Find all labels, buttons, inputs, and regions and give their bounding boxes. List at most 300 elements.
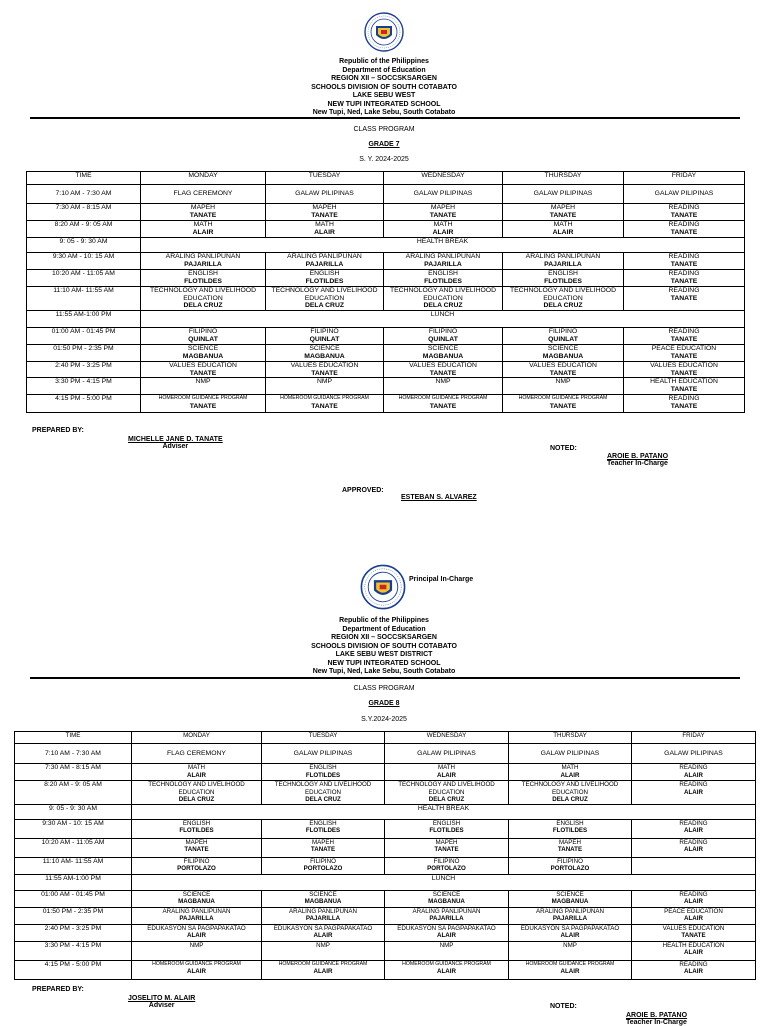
- subject-cell: GALAW PILIPINAS: [632, 744, 756, 764]
- column-header: FRIDAY: [632, 732, 756, 744]
- header-line: Department of Education: [342, 66, 426, 74]
- teacher-name: TANATE: [189, 211, 217, 219]
- teacher-name: ALAIR: [187, 932, 206, 940]
- lunch-cell: LUNCH: [132, 874, 756, 890]
- grade-title: GRADE 8: [368, 700, 400, 707]
- adviser-name: JOSELITO M. ALAIR: [128, 995, 196, 1002]
- teacher-name: MAGBANUA: [304, 898, 342, 906]
- subject-name: PEACE EDUCATION: [651, 345, 717, 352]
- teacher-name: FLOTILDES: [305, 771, 341, 779]
- time-cell: 11:10 AM- 11:55 AM: [15, 857, 132, 874]
- teacher-name: PAJARILLA: [552, 915, 588, 923]
- subject-cell: GALAW PILIPINAS: [509, 744, 632, 764]
- break-cell: HEALTH BREAK: [132, 804, 756, 819]
- subject-cell: [503, 362, 624, 378]
- noted-label: NOTED:: [550, 445, 577, 452]
- noted-title: Teacher In-Charge: [607, 460, 668, 467]
- subject-name: VALUES EDUCATION: [169, 362, 237, 369]
- subject-name: ARALING PANLIPUNAN: [525, 253, 601, 260]
- teacher-name: TANATE: [670, 352, 698, 360]
- prepared-by-label: PREPARED BY:: [32, 427, 84, 434]
- column-header: TIME: [27, 172, 141, 185]
- subject-cell: [141, 287, 266, 311]
- time-cell: 10:20 AM - 11:05 AM: [27, 270, 141, 287]
- teacher-name: TANATE: [670, 277, 698, 285]
- teacher-name: MAGBANUA: [542, 352, 584, 360]
- subject-name: TECHNOLOGY AND LIVELIHOOD EDUCATION: [398, 781, 495, 796]
- subject-cell: [385, 764, 509, 781]
- teacher-name: ALAIR: [560, 771, 580, 779]
- header-line: LAKE SEBU WEST: [352, 92, 416, 99]
- subject-name: READING: [668, 253, 700, 260]
- subject-name: ARALING PANLIPUNAN: [289, 907, 357, 915]
- subject-name: READING: [668, 221, 700, 228]
- subject-cell: [384, 221, 503, 238]
- header-line: Republic of the Philippines: [339, 58, 429, 65]
- table-row: [27, 185, 745, 204]
- teacher-name: ALAIR: [313, 968, 333, 976]
- subject-cell: [141, 378, 266, 395]
- subject-name: MAPEH: [312, 204, 337, 211]
- subject-name: ENGLISH: [309, 270, 340, 277]
- subject-name: MATH: [561, 764, 579, 771]
- header-line: REGION XII – SOCCSKSARGEN: [331, 75, 437, 82]
- teacher-name: DELA CRUZ: [178, 796, 215, 804]
- subject-cell: [384, 253, 503, 270]
- approved-title: Principal In-Charge: [409, 576, 474, 583]
- table-row: [27, 395, 745, 413]
- subject-cell: [503, 345, 624, 362]
- teacher-name: TANATE: [189, 369, 217, 377]
- subject-name: HOMEROOM GUIDANCE PROGRAM: [278, 960, 368, 967]
- column-header: TIME: [15, 732, 132, 744]
- teacher-name: ALAIR: [684, 968, 703, 976]
- subject-name: FILIPINO: [310, 328, 339, 335]
- header-line: SCHOOLS DIVISION OF SOUTH COTABATO: [311, 642, 457, 650]
- subject-cell: [262, 960, 385, 979]
- subject-name: ARALING PANLIPUNAN: [162, 907, 231, 915]
- adviser-signature: [128, 436, 223, 450]
- subject-name: HEALTH EDUCATION: [650, 378, 718, 386]
- teacher-name: ALAIR: [684, 771, 703, 779]
- subject-name: READING: [668, 328, 700, 335]
- adviser-signature: [128, 995, 195, 1009]
- subject-cell: [503, 204, 624, 221]
- subject-name: READING: [679, 764, 708, 771]
- teacher-name: FLOTILDES: [305, 277, 344, 285]
- subject-cell: [262, 838, 385, 857]
- teacher-name: ALAIR: [314, 228, 335, 236]
- subject-name: HEALTH EDUCATION: [662, 941, 725, 949]
- subject-cell: GALAW PILIPINAS: [384, 185, 503, 204]
- header-line: NEW TUPI INTEGRATED SCHOOL: [327, 659, 441, 667]
- time-cell: 3:30 PM - 4:15 PM: [15, 941, 132, 960]
- teacher-name: ALAIR: [187, 771, 206, 779]
- subject-cell: [384, 378, 503, 395]
- subject-cell: [266, 328, 384, 345]
- teacher-name: ALAIR: [437, 968, 456, 976]
- subject-cell: [384, 345, 503, 362]
- time-cell: 4:15 PM - 5:00 PM: [15, 960, 132, 979]
- subject-name: MATH: [193, 221, 213, 228]
- subject-cell: [132, 907, 262, 924]
- subject-name: TECHNOLOGY AND LIVELIHOOD EDUCATION: [509, 287, 616, 302]
- teacher-name: MAGBANUA: [304, 352, 345, 360]
- subject-cell: [266, 287, 384, 311]
- teacher-name: ALAIR: [560, 968, 580, 976]
- teacher-name: PAJARILLA: [424, 260, 462, 268]
- subject-cell: [262, 857, 385, 874]
- header-line: REGION XII – SOCCSKSARGEN: [331, 634, 437, 641]
- subject-cell: [509, 924, 632, 941]
- teacher-name: ALAIR: [313, 932, 333, 940]
- subject-cell: [266, 253, 384, 270]
- subject-name: TECHNOLOGY AND LIVELIHOOD EDUCATION: [274, 781, 372, 796]
- subject-name: EDUKASYON SA PAGPAPAKATAO: [520, 924, 620, 932]
- school-year: S. Y. 2024-2025: [359, 156, 409, 163]
- subject-cell: [624, 378, 745, 395]
- subject-name: MAPEH: [185, 838, 208, 846]
- time-cell: 9:30 AM - 10: 15 AM: [27, 253, 141, 270]
- subject-cell: [141, 253, 266, 270]
- time-cell: 11:10 AM- 11:55 AM: [27, 287, 141, 311]
- teacher-name: FLOTILDES: [305, 827, 341, 835]
- teacher-name: DELA CRUZ: [304, 302, 344, 310]
- time-cell: 01:50 PM - 2:35 PM: [27, 345, 141, 362]
- subject-cell: [632, 838, 756, 857]
- subject-name: VALUES EDUCATION: [529, 362, 597, 369]
- teacher-name: FLOTILDES: [184, 277, 222, 285]
- noted-title: Teacher In-Charge: [626, 1019, 687, 1026]
- subject-name: NMP: [195, 378, 211, 386]
- subject-name: HOMEROOM GUIDANCE PROGRAM: [525, 960, 615, 967]
- subject-cell: [624, 287, 745, 311]
- subject-cell: GALAW PILIPINAS: [385, 744, 509, 764]
- subject-name: VALUES EDUCATION: [409, 362, 477, 369]
- subject-cell: [262, 781, 385, 805]
- noted-name: AROIE B. PATANO: [626, 1012, 688, 1019]
- subject-cell: GALAW PILIPINAS: [262, 744, 385, 764]
- subject-cell: [384, 328, 503, 345]
- deped-seal-icon: [364, 10, 404, 54]
- subject-cell: [262, 941, 385, 960]
- subject-name: MAPEH: [190, 204, 216, 211]
- subject-name: ENGLISH: [428, 270, 458, 277]
- teacher-name: TANATE: [310, 846, 336, 854]
- teacher-name: FLOTILDES: [552, 827, 588, 835]
- subject-name: HOMEROOM GUIDANCE PROGRAM: [158, 395, 248, 402]
- subject-name: NMP: [439, 941, 454, 949]
- subject-cell: [624, 253, 745, 270]
- subject-name: TECHNOLOGY AND LIVELIHOOD EDUCATION: [149, 287, 256, 302]
- subject-name: ARALING PANLIPUNAN: [405, 253, 481, 260]
- letterhead-grade7: [0, 58, 768, 118]
- table-row: [27, 362, 745, 378]
- teacher-name: ALAIR: [437, 771, 456, 779]
- subject-cell: [624, 204, 745, 221]
- noted-name: AROIE B. PATANO: [607, 453, 669, 460]
- subject-cell: FLAG CEREMONY: [132, 744, 262, 764]
- subject-name: HOMEROOM GUIDANCE PROGRAM: [152, 960, 241, 967]
- subject-cell: [632, 781, 756, 805]
- subject-cell: [132, 924, 262, 941]
- subject-cell: [262, 924, 385, 941]
- subject-cell: [385, 890, 509, 907]
- subject-cell: [503, 378, 624, 395]
- teacher-name: TANATE: [311, 369, 338, 377]
- subject-name: READING: [679, 819, 708, 827]
- subject-cell: GALAW PILIPINAS: [266, 185, 384, 204]
- subject-name: ENGLISH: [309, 819, 337, 827]
- teacher-name: TANATE: [311, 402, 338, 410]
- time-cell: 4:15 PM - 5:00 PM: [27, 395, 141, 413]
- table-row: [27, 311, 745, 328]
- lunch-cell: LUNCH: [141, 311, 745, 328]
- subject-cell: [509, 941, 632, 960]
- subject-name: NMP: [316, 941, 330, 949]
- subject-cell: [509, 764, 632, 781]
- subject-name: SCIENCE: [427, 345, 459, 352]
- teacher-name: MAGBANUA: [422, 352, 464, 360]
- table-row: [27, 328, 745, 345]
- subject-name: FILIPINO: [183, 857, 210, 865]
- column-header: MONDAY: [141, 172, 266, 185]
- teacher-name: PAJARILLA: [544, 260, 582, 268]
- subject-cell: [632, 960, 756, 979]
- teacher-name: MAGBANUA: [428, 898, 465, 906]
- subject-name: READING: [679, 960, 708, 968]
- teacher-name: ALAIR: [192, 228, 214, 236]
- subject-name: MATH: [315, 221, 334, 228]
- table-row: [27, 270, 745, 287]
- subject-name: SCIENCE: [547, 345, 579, 352]
- subject-cell: [132, 890, 262, 907]
- subject-cell: [509, 907, 632, 924]
- teacher-name: PAJARILLA: [305, 915, 341, 923]
- approved-name: ESTEBAN S. ALVAREZ: [401, 494, 477, 501]
- teacher-name: MAGBANUA: [182, 352, 224, 360]
- teacher-name: DELA CRUZ: [543, 302, 583, 310]
- time-cell: 8:20 AM - 9: 05 AM: [27, 221, 141, 238]
- teacher-name: ALAIR: [187, 968, 206, 976]
- subject-name: HOMEROOM GUIDANCE PROGRAM: [280, 395, 369, 402]
- teacher-name: QUINLAT: [548, 335, 578, 343]
- subject-name: READING: [679, 838, 708, 846]
- subject-cell: [632, 857, 756, 874]
- teacher-name: TANATE: [189, 402, 217, 410]
- subject-name: NMP: [435, 378, 451, 386]
- subject-cell: [503, 221, 624, 238]
- subject-cell: [132, 960, 262, 979]
- subject-name: ENGLISH: [309, 764, 337, 771]
- teacher-name: TANATE: [670, 335, 698, 343]
- subject-name: ENGLISH: [182, 819, 211, 827]
- table-row: [15, 941, 756, 960]
- table-row: [27, 221, 745, 238]
- teacher-name: TANATE: [311, 211, 338, 219]
- teacher-name: PORTOLAZO: [550, 865, 590, 873]
- subject-cell: [509, 838, 632, 857]
- time-cell: 11:55 AM-1:00 PM: [15, 874, 132, 890]
- header-divider: [30, 677, 740, 679]
- subject-name: EDUKASYON SA PAGPAPAKATAO: [147, 924, 246, 932]
- teacher-name: MAGBANUA: [178, 898, 215, 906]
- subject-name: TECHNOLOGY AND LIVELIHOOD EDUCATION: [389, 287, 496, 302]
- header-line: Republic of the Philippines: [339, 617, 429, 624]
- table-row: [15, 744, 756, 764]
- subject-name: SCIENCE: [182, 890, 211, 898]
- subject-cell: [132, 819, 262, 838]
- time-cell: 7:10 AM - 7:30 AM: [15, 744, 132, 764]
- time-cell: 10:20 AM - 11:05 AM: [15, 838, 132, 857]
- subject-cell: [384, 204, 503, 221]
- schedule-table-grade8: [14, 731, 756, 980]
- subject-cell: [141, 362, 266, 378]
- break-cell: HEALTH BREAK: [141, 238, 745, 253]
- adviser-title: Adviser: [162, 443, 189, 450]
- table-header-row: [27, 172, 745, 185]
- subject-cell: [262, 907, 385, 924]
- subject-cell: [262, 819, 385, 838]
- subject-cell: [503, 253, 624, 270]
- subject-name: SCIENCE: [309, 890, 337, 898]
- teacher-name: TANATE: [681, 932, 706, 940]
- subject-name: HOMEROOM GUIDANCE PROGRAM: [518, 395, 608, 402]
- teacher-name: DELA CRUZ: [428, 796, 465, 804]
- subject-cell: [503, 287, 624, 311]
- subject-name: ENGLISH: [556, 819, 584, 827]
- column-header: WEDNESDAY: [385, 732, 509, 744]
- subject-cell: GALAW PILIPINAS: [624, 185, 745, 204]
- subject-name: MAPEH: [430, 204, 456, 211]
- subject-name: MATH: [433, 221, 453, 228]
- subject-name: NMP: [555, 378, 571, 386]
- teacher-name: TANATE: [549, 402, 577, 410]
- header-line: New Tupi, Ned, Lake Sebu, South Cotabato: [312, 668, 456, 675]
- letterhead-grade8: [0, 617, 768, 677]
- table-row: [15, 781, 756, 805]
- teacher-name: ALAIR: [684, 898, 703, 906]
- subject-cell: [141, 328, 266, 345]
- subject-name: FILIPINO: [433, 857, 460, 865]
- teacher-name: ALAIR: [684, 827, 703, 835]
- time-cell: 7:30 AM - 8:15 AM: [15, 764, 132, 781]
- subject-cell: [266, 345, 384, 362]
- teacher-name: TANATE: [670, 385, 698, 393]
- table-row: [15, 819, 756, 838]
- subject-name: READING: [668, 204, 700, 211]
- header-line: SCHOOLS DIVISION OF SOUTH COTABATO: [311, 83, 457, 91]
- teacher-name: ALAIR: [552, 228, 574, 236]
- subject-name: NMP: [316, 378, 333, 386]
- grade-title: GRADE 7: [368, 141, 400, 148]
- subject-cell: [624, 328, 745, 345]
- subject-cell: [624, 362, 745, 378]
- teacher-name: FLOTILDES: [429, 827, 464, 835]
- table-row: [27, 204, 745, 221]
- header-line: NEW TUPI INTEGRATED SCHOOL: [327, 100, 441, 108]
- noted-signature: [607, 453, 668, 467]
- subject-cell: [632, 907, 756, 924]
- subject-name: EDUKASYON SA PAGPAPAKATAO: [273, 924, 373, 932]
- adviser-title: Adviser: [148, 1002, 175, 1009]
- subject-cell: [385, 781, 509, 805]
- subject-name: READING: [679, 890, 708, 898]
- subject-name: NMP: [563, 941, 577, 949]
- teacher-name: DELA CRUZ: [552, 796, 588, 804]
- teacher-name: ALAIR: [560, 932, 580, 940]
- teacher-name: ALAIR: [684, 788, 703, 796]
- teacher-name: ALAIR: [437, 932, 456, 940]
- teacher-name: DELA CRUZ: [423, 302, 463, 310]
- adviser-name: MICHELLE JANE D. TANATE: [128, 436, 223, 443]
- subject-cell: [266, 221, 384, 238]
- subject-cell: [632, 890, 756, 907]
- subject-name: READING: [668, 395, 700, 403]
- subject-cell: [266, 378, 384, 395]
- subject-cell: [509, 819, 632, 838]
- teacher-name: FLOTILDES: [179, 827, 214, 835]
- subject-cell: [385, 838, 509, 857]
- table-row: [27, 378, 745, 395]
- subject-cell: [141, 345, 266, 362]
- teacher-name: DELA CRUZ: [305, 796, 341, 804]
- subject-cell: [266, 362, 384, 378]
- approved-label: APPROVED:: [342, 487, 384, 494]
- teacher-name: PAJARILLA: [179, 915, 214, 923]
- table-row: [15, 890, 756, 907]
- class-program-title: CLASS PROGRAM: [353, 685, 415, 692]
- teacher-name: PAJARILLA: [429, 915, 464, 923]
- subject-name: MATH: [187, 764, 206, 771]
- subject-cell: [503, 395, 624, 413]
- time-cell: 2:40 PM - 3:25 PM: [27, 362, 141, 378]
- subject-name: VALUES EDUCATION: [650, 362, 718, 369]
- teacher-name: TANATE: [429, 402, 457, 410]
- table-row: [15, 924, 756, 941]
- subject-name: NMP: [189, 941, 204, 949]
- subject-cell: [385, 960, 509, 979]
- subject-cell: [384, 270, 503, 287]
- teacher-name: QUINLAT: [309, 335, 340, 343]
- subject-cell: [132, 838, 262, 857]
- teacher-name: QUINLAT: [428, 335, 458, 343]
- subject-cell: FLAG CEREMONY: [141, 185, 266, 204]
- subject-name: MATH: [437, 764, 456, 771]
- noted-label: NOTED:: [550, 1003, 577, 1010]
- deped-seal-icon: [359, 562, 407, 612]
- table-header-row: [15, 732, 756, 744]
- table-row: [15, 907, 756, 924]
- table-row: [15, 960, 756, 979]
- time-cell: 3:30 PM - 4:15 PM: [27, 378, 141, 395]
- header-line: Department of Education: [342, 625, 426, 633]
- prepared-by-label: PREPARED BY:: [32, 986, 84, 993]
- teacher-name: QUINLAT: [188, 335, 218, 343]
- subject-name: SCIENCE: [432, 890, 461, 898]
- subject-cell: [141, 221, 266, 238]
- teacher-name: DELA CRUZ: [183, 302, 223, 310]
- subject-cell: [266, 204, 384, 221]
- subject-cell: [385, 819, 509, 838]
- subject-name: FILIPINO: [548, 328, 578, 335]
- school-year: S.Y.2024-2025: [361, 716, 407, 723]
- teacher-name: ALAIR: [684, 846, 703, 854]
- subject-name: FILIPINO: [188, 328, 218, 335]
- subject-name: VALUES EDUCATION: [290, 362, 359, 369]
- subject-name: READING: [668, 270, 700, 277]
- time-cell: 9: 05 - 9: 30 AM: [15, 804, 132, 819]
